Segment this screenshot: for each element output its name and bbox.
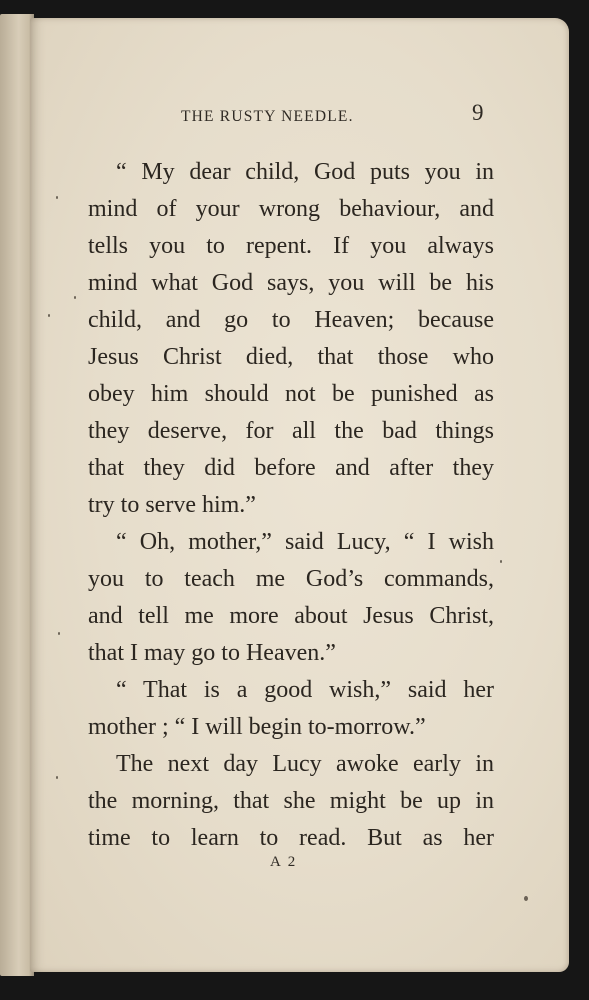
text-line: the morning, that she might be up in [88,788,494,814]
text-line: “ My dear child, God puts you in [116,159,494,185]
text-line: they deserve, for all the bad things [88,418,494,444]
paper-speck [56,196,58,199]
text-line: that they did before and after they [88,455,494,481]
book-page [30,18,569,972]
running-head-title: THE RUSTY NEEDLE. [181,108,354,125]
signature-mark: A 2 [270,854,298,870]
body-text [88,154,494,857]
page-number: 9 [472,100,484,125]
paper-speck [56,776,58,779]
text-line: mind what God says, you will be his [88,270,494,296]
text-line: The next day Lucy awoke early in [116,751,494,777]
paper-speck [48,314,50,317]
text-line: tells you to repent. If you always [88,233,494,259]
text-line: obey him should not be punished as [88,381,494,407]
text-line: mother ; “ I will begin to-morrow.” [88,714,426,740]
text-line: mind of your wrong behaviour, and [88,196,494,222]
text-line: and tell me more about Jesus Christ, [88,603,494,629]
text-line: try to serve him.” [88,492,256,518]
text-line: Jesus Christ died, that those who [88,344,494,370]
paper-speck [500,560,502,563]
paper-speck [58,632,60,635]
text-line: that I may go to Heaven.” [88,640,336,666]
text-line: time to learn to read. But as her [88,825,494,851]
paper-speck [524,896,528,901]
left-page-edge [0,14,34,976]
text-line: you to teach me God’s commands, [88,566,494,592]
paper-speck [74,296,76,299]
text-line: child, and go to Heaven; because [88,307,494,333]
text-line: “ That is a good wish,” said her [116,677,494,703]
text-line: “ Oh, mother,” said Lucy, “ I wish [116,529,494,555]
